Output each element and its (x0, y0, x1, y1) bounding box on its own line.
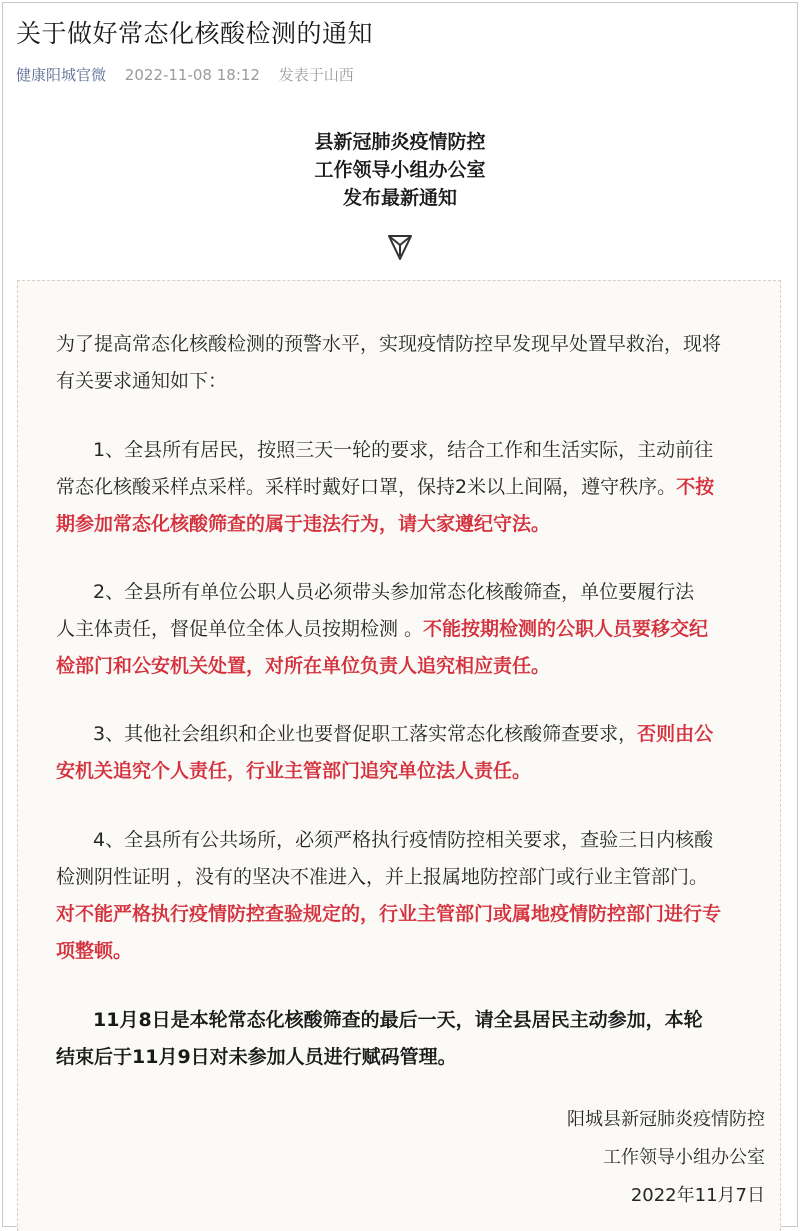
publish-location: 发表于山西 (278, 66, 354, 84)
intro-line-2: 有关要求通知如下： (56, 370, 228, 392)
para2-line-3: 检部门和公安机关处置，对所在单位负责人追究相应责任。 (56, 655, 551, 677)
heading-line-3: 发布最新通知 (342, 187, 457, 209)
para1-line-3: 期参加常态化核酸筛查的属于违法行为，请大家遵纪守法。 (56, 513, 551, 535)
article-meta (16, 64, 354, 85)
para2-line-2 (56, 611, 776, 648)
heading-line-1: 县新冠肺炎疫情防控 (314, 131, 486, 153)
signature-org-2: 工作领导小组办公室 (603, 1147, 765, 1168)
signature-date: 2022年11月7日 (630, 1185, 765, 1206)
para5-line-2: 结束后于11月9日对未参加人员进行赋码管理。 (56, 1046, 457, 1068)
para3-warning-start: 否则由公 (637, 723, 714, 745)
para4-line-1: 4、全县所有公共场所，必须严格执行疫情防控相关要求，查验三日内核酸 (93, 829, 714, 851)
heading-line-2: 工作领导小组办公室 (314, 159, 486, 181)
para2-text: 人主体责任，督促单位全体人员按期检测 。 (56, 618, 424, 640)
author-link[interactable]: 健康阳城官微 (16, 66, 107, 84)
para1-line-1: 1、全县所有居民，按照三天一轮的要求，结合工作和生活实际，主动前往 (93, 439, 714, 461)
para2-line-1: 2、全县所有单位公职人员必须带头参加常态化核酸筛查，单位要履行法 (93, 581, 695, 603)
article-title: 关于做好常态化核酸检测的通知 (16, 19, 374, 48)
para1-line-2 (56, 469, 776, 506)
para4-line-2: 检测阴性证明 ，没有的坚决不准进入，并上报属地防控部门或行业主管部门。 (56, 866, 709, 888)
para1-text: 常态化核酸采样点采样。采样时戴好口罩，保持2米以上间隔，遵守秩序。 (56, 476, 677, 498)
notice-heading (0, 128, 800, 212)
para3-line-1 (93, 716, 800, 753)
signature-org-1: 阳城县新冠肺炎疫情防控 (567, 1109, 765, 1130)
para3-line-2: 安机关追究个人责任，行业主管部门追究单位法人责任。 (56, 760, 532, 782)
para5-line-1: 11月8日是本轮常态化核酸筛查的最后一天，请全县居民主动参加，本轮 (93, 1009, 703, 1031)
para1-warning-start: 不按 (676, 476, 715, 498)
para2-warning-start: 不能按期检测的公职人员要移交纪 (423, 618, 709, 640)
para3-text: 3、其他社会组织和企业也要督促职工落实常态化核酸筛查要求， (93, 723, 638, 745)
para4-line-3: 对不能严格执行疫情防控查验规定的，行业主管部门或属地疫情防控部门进行专 (56, 903, 722, 925)
para4-line-4: 项整顿。 (56, 940, 133, 962)
down-arrow-icon (387, 232, 413, 266)
publish-time: 2022-11-08 18:12 (124, 66, 260, 84)
intro-line-1: 为了提高常态化核酸检测的预警水平，实现疫情防控早发现早处置早救治，现将 (56, 333, 722, 355)
